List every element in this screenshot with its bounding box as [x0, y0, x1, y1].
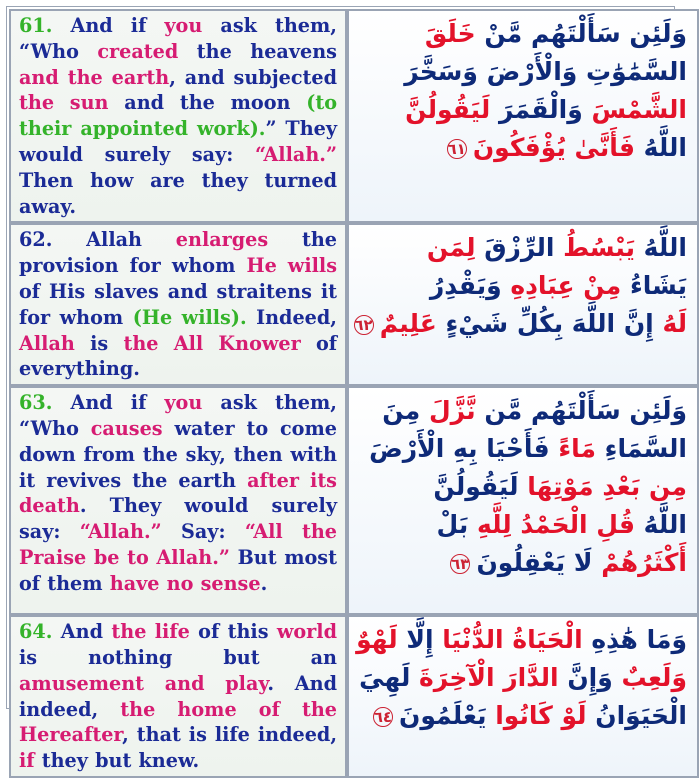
- arabic-verse-line: [359, 267, 687, 305]
- arabic-verse-line: [359, 697, 687, 735]
- arabic-verse-line: [359, 506, 687, 544]
- arabic-text-segment: لَوْ كَانُوا: [486, 701, 587, 731]
- arabic-text-segment: الدَّارَ الْآخِرَةَ: [410, 663, 559, 693]
- english-text-segment: is: [74, 331, 124, 355]
- english-text-segment: Indeed,: [246, 305, 337, 329]
- english-translation-cell: [9, 9, 347, 223]
- english-text-segment: causes: [90, 416, 163, 440]
- arabic-verse-line: [354, 305, 687, 343]
- english-text-segment: . They would surely say:: [19, 494, 337, 544]
- english-text-segment: He wills: [246, 254, 337, 278]
- arabic-text-segment: قُلِ الْحَمْدُ لِلَّهِ: [468, 510, 635, 540]
- english-text-segment: (to their appointed work).: [19, 91, 338, 141]
- arabic-verse-line: [359, 91, 687, 129]
- arabic-text-segment: الْحَيَوَانُ: [586, 701, 687, 731]
- arabic-text-segment: أَكْثَرُهُمْ: [592, 548, 687, 578]
- english-text-segment: the sun: [19, 91, 109, 115]
- arabic-verse-line: [359, 15, 687, 53]
- english-text-segment: is nothing but an: [19, 645, 337, 669]
- arabic-text-segment: عَلِيمٌ: [379, 309, 437, 339]
- arabic-text-segment: اللَّهُ: [634, 510, 687, 540]
- english-text-segment: of this: [189, 620, 277, 644]
- english-text-segment: 61.: [19, 14, 53, 37]
- arabic-text-segment: لَهُ: [653, 309, 687, 339]
- arabic-verse-line: [356, 621, 687, 659]
- arabic-text-cell: [347, 615, 699, 778]
- arabic-text-segment: مِنْ عِبَادِهِ: [501, 271, 622, 301]
- english-text-segment: 62. Allah: [19, 228, 176, 252]
- arabic-verse-line: [359, 544, 687, 582]
- english-text-segment: if: [19, 749, 35, 773]
- arabic-text-segment: وَالْقَمَرَ: [490, 95, 583, 124]
- arabic-text-segment: مَاءً: [549, 434, 596, 464]
- ayah-number-mark: ٦١: [447, 140, 466, 158]
- arabic-text-segment: وَمَا هَٰذِهِ: [582, 625, 687, 655]
- english-verse-text: [19, 390, 337, 596]
- english-text-segment: and the earth: [19, 65, 170, 89]
- english-text-segment: , that is life indeed,: [122, 723, 337, 747]
- english-text-segment: created: [97, 39, 179, 63]
- ayah-number-mark: ٦٢: [354, 316, 373, 335]
- arabic-verse-line: [359, 659, 687, 697]
- english-text-segment: 63.: [19, 391, 53, 415]
- english-text-segment: world: [276, 620, 337, 644]
- english-text-segment: , and subjected: [169, 65, 338, 89]
- arabic-text-segment: لَيَقُولُنَّ: [405, 95, 491, 124]
- arabic-verse-line: [359, 53, 687, 91]
- arabic-verse-line: [359, 430, 687, 468]
- english-text-segment: But most of them: [19, 545, 337, 595]
- english-text-segment: you: [164, 391, 203, 415]
- english-translation-cell: [9, 615, 347, 778]
- english-verse-text: [19, 13, 337, 219]
- arabic-text-segment: السَّمَاءِ: [595, 434, 687, 464]
- arabic-text-segment: يَبْسُطُ: [554, 233, 635, 263]
- english-text-segment: after its death: [19, 468, 337, 518]
- arabic-text-segment: وَيَقْدِرُ: [429, 271, 502, 301]
- english-text-segment: ask them, “Who: [19, 14, 337, 63]
- arabic-text-segment: الشَّمْسَ: [582, 95, 687, 124]
- arabic-text-segment: وَلَعِبٌ: [612, 663, 687, 693]
- english-text-segment: you: [164, 14, 203, 37]
- arabic-text-segment: إِلَّا: [397, 625, 434, 655]
- arabic-text-segment: لِمَن: [426, 233, 476, 263]
- english-text-segment: . And indeed,: [19, 671, 337, 721]
- arabic-text-segment: لَهْوٌ: [356, 625, 398, 655]
- arabic-text-cell: [347, 386, 699, 615]
- english-text-segment: And if: [52, 391, 165, 415]
- english-text-segment: and the moon: [108, 91, 307, 115]
- ayah-number-mark: ٦٣: [451, 555, 470, 574]
- verse-row: [9, 615, 699, 778]
- arabic-verse-line: [359, 129, 687, 167]
- arabic-verse-line: [359, 392, 687, 430]
- english-text-segment: ” They would surely say:: [19, 117, 337, 166]
- english-text-segment: enlarges: [175, 228, 269, 252]
- arabic-text-segment: يَعْلَمُونَ: [399, 701, 487, 731]
- arabic-text-segment: بَلْ: [436, 510, 469, 540]
- english-text-segment: the home of the Hereafter: [19, 697, 337, 747]
- english-text-segment: Allah: [19, 331, 75, 355]
- arabic-text-segment: خَلَقَ: [424, 19, 476, 48]
- english-text-segment: Say:: [161, 520, 245, 544]
- arabic-text-segment: وَلَئِن سَأَلْتَهُم مَّن: [475, 396, 687, 426]
- english-translation-cell: [9, 386, 347, 615]
- arabic-text-segment: الْحَيَاةُ الدُّنْيَا: [433, 625, 583, 655]
- arabic-text-segment: اللَّهُ: [634, 233, 687, 263]
- english-text-segment: the life: [111, 620, 190, 644]
- arabic-text-segment: اللَّهُ: [634, 133, 687, 162]
- arabic-text-segment: السَّمَٰوَٰتِ وَالْأَرْضَ وَسَخَّرَ: [404, 57, 687, 86]
- english-text-segment: the heavens: [178, 39, 337, 63]
- english-text-segment: “Allah.”: [255, 142, 337, 166]
- english-verse-text: [19, 619, 337, 774]
- english-text-segment: Then how are they turned away.: [19, 168, 337, 218]
- arabic-text-segment: يَشَاءُ: [621, 271, 687, 301]
- arabic-text-segment: فَأَنَّىٰ يُؤْفَكُونَ: [472, 133, 635, 162]
- arabic-text-segment: لَيَقُولُنَّ: [433, 472, 519, 502]
- arabic-text-segment: مِن بَعْدِ مَوْتِهَا: [518, 472, 687, 502]
- verse-row: [9, 386, 699, 615]
- verse-row: [9, 9, 699, 223]
- english-text-segment: have no sense: [109, 571, 261, 595]
- arabic-text-segment: إِنَّ اللَّهَ بِكُلِّ شَيْءٍ: [436, 309, 654, 339]
- english-text-segment: the provision for whom: [19, 228, 337, 278]
- english-text-segment: they but knew.: [34, 749, 200, 773]
- english-text-segment: amusement and play: [19, 671, 268, 695]
- english-text-segment: of His slaves and straitens it for whom: [19, 279, 337, 329]
- arabic-verse-line: [359, 229, 687, 267]
- english-text-segment: “Allah.”: [79, 520, 162, 544]
- english-text-segment: 64.: [19, 620, 53, 644]
- english-verse-text: [19, 227, 337, 382]
- arabic-text-segment: الرِّزْقَ: [475, 233, 555, 263]
- english-text-segment: (He wills).: [132, 305, 247, 329]
- arabic-text-segment: لَا يَعْقِلُونَ: [476, 548, 593, 578]
- english-text-segment: of everything.: [19, 331, 338, 381]
- arabic-text-segment: وَإِنَّ: [558, 663, 613, 693]
- arabic-text-segment: فَأَحْيَا بِهِ الْأَرْضَ: [369, 434, 550, 464]
- english-text-segment: water to come down from the sky, then with it revives the earth: [19, 416, 337, 492]
- english-text-segment: And if: [52, 14, 165, 37]
- english-text-segment: .: [260, 571, 268, 595]
- english-text-segment: the All Knower: [123, 331, 301, 355]
- arabic-text-segment: نَّزَّلَ: [428, 396, 476, 426]
- arabic-text-segment: لَهِيَ: [359, 663, 411, 693]
- arabic-text-segment: مِنَ: [382, 396, 429, 426]
- english-text-segment: ask them, “Who: [19, 391, 337, 440]
- verses-table: [9, 9, 699, 778]
- arabic-text-cell: [347, 9, 699, 223]
- english-translation-cell: [9, 223, 347, 386]
- arabic-verse-line: [359, 468, 687, 506]
- arabic-text-segment: وَلَئِن سَأَلْتَهُم مَّنْ: [475, 19, 687, 48]
- english-text-segment: “All the Praise be to Allah.”: [19, 520, 337, 569]
- ayah-number-mark: ٦٤: [373, 708, 393, 727]
- english-text-segment: And: [52, 620, 112, 644]
- verses-page: [6, 6, 687, 773]
- verse-row: [9, 223, 699, 386]
- arabic-text-cell: [347, 223, 699, 386]
